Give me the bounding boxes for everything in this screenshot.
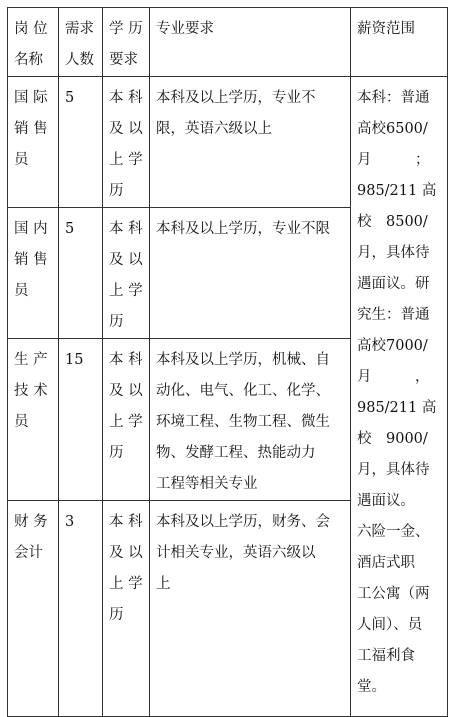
- education-line: 本 科: [109, 352, 143, 368]
- header-education-line: 要求: [109, 52, 138, 68]
- major-line: 本科及以上学历，机械、自: [156, 352, 330, 368]
- education-line: 及 以: [109, 383, 143, 399]
- salary-line: 校 8500/: [357, 214, 428, 230]
- major-requirement-cell: [150, 77, 351, 208]
- table-header-row: [8, 8, 448, 77]
- header-position-line: 岗 位: [14, 21, 48, 37]
- job-requirements-table: [7, 7, 448, 717]
- salary-line: 月，具体待: [357, 462, 430, 478]
- salary-line: 高校6500/: [357, 121, 428, 137]
- salary-line: 月 ，: [357, 369, 430, 385]
- position-name-line: 员: [14, 414, 29, 430]
- position-name-cell: [8, 501, 59, 717]
- position-name-line: 生 产: [14, 352, 48, 368]
- education-line: 上 学: [109, 283, 143, 299]
- salary-line: 高校7000/: [357, 338, 428, 354]
- education-cell: [103, 501, 150, 717]
- headcount-cell: [59, 339, 103, 501]
- salary-line: 遇面议。研: [357, 276, 430, 292]
- major-line: 本科及以上学历，财务、会: [156, 514, 330, 530]
- headcount-value: 15: [65, 352, 84, 368]
- header-education: [103, 8, 150, 77]
- salary-line: 六险一金、: [357, 524, 430, 540]
- salary-line: 月，具体待: [357, 245, 430, 261]
- header-position-line: 名称: [14, 52, 43, 68]
- salary-line: 堂。: [357, 679, 386, 695]
- education-line: 历: [109, 314, 124, 330]
- position-name-cell: [8, 208, 59, 339]
- salary-line: 985/211 高: [357, 183, 437, 199]
- salary-line: 校 9000/: [357, 431, 428, 447]
- headcount-cell: [59, 77, 103, 208]
- salary-line: 本科：普通: [357, 90, 430, 106]
- table-row: [8, 77, 448, 208]
- education-line: 上 学: [109, 152, 143, 168]
- major-requirement-cell: [150, 208, 351, 339]
- header-salary-range: [351, 8, 448, 77]
- major-requirement-cell: [150, 339, 351, 501]
- position-name-line: 会计: [14, 545, 43, 561]
- major-line: 本科及以上学历，专业不限: [156, 221, 330, 237]
- header-position-name: [8, 8, 59, 77]
- major-line: 动化、电气、化工、化学、: [156, 383, 330, 399]
- education-line: 本 科: [109, 514, 143, 530]
- education-line: 历: [109, 445, 124, 461]
- position-name-line: 员: [14, 283, 29, 299]
- salary-line: 985/211 高: [357, 400, 437, 416]
- major-line: 限，英语六级以上: [156, 121, 272, 137]
- header-headcount-line: 人数: [65, 52, 94, 68]
- education-cell: [103, 77, 150, 208]
- header-education-line: 学 历: [109, 21, 143, 37]
- header-major-text: 专业要求: [156, 21, 214, 37]
- education-line: 历: [109, 183, 124, 199]
- education-line: 及 以: [109, 545, 143, 561]
- education-cell: [103, 339, 150, 501]
- position-name-line: 员: [14, 152, 29, 168]
- salary-line: 月 ；: [357, 152, 430, 168]
- major-line: 工程等相关专业: [156, 476, 258, 492]
- header-headcount-line: 需求: [65, 21, 94, 37]
- salary-range-cell: [351, 77, 448, 717]
- major-line: 本科及以上学历，专业不: [156, 90, 316, 106]
- major-line: 计相关专业，英语六级以: [156, 545, 316, 561]
- major-line: 上: [156, 576, 171, 592]
- headcount-value: 5: [65, 221, 75, 237]
- salary-line: 人间）、员: [357, 617, 423, 633]
- position-name-cell: [8, 339, 59, 501]
- salary-line: 酒店式职: [357, 555, 415, 571]
- headcount-value: 3: [65, 514, 75, 530]
- salary-line: 工福利食: [357, 648, 415, 664]
- education-line: 上 学: [109, 576, 143, 592]
- position-name-line: 销 售: [14, 252, 48, 268]
- header-major-requirement: [150, 8, 351, 77]
- salary-line: 究生：普通: [357, 307, 430, 323]
- education-line: 本 科: [109, 221, 143, 237]
- headcount-cell: [59, 208, 103, 339]
- education-line: 上 学: [109, 414, 143, 430]
- headcount-value: 5: [65, 90, 75, 106]
- position-name-cell: [8, 77, 59, 208]
- position-name-line: 销 售: [14, 121, 48, 137]
- major-line: 物、发酵工程、热能动力: [156, 445, 316, 461]
- education-cell: [103, 208, 150, 339]
- education-line: 及 以: [109, 121, 143, 137]
- header-headcount: [59, 8, 103, 77]
- salary-line: 工公寓（两: [357, 586, 430, 602]
- major-requirement-cell: [150, 501, 351, 717]
- position-name-line: 国 际: [14, 90, 48, 106]
- major-line: 环境工程、生物工程、微生: [156, 414, 330, 430]
- header-salary-text: 薪资范围: [357, 21, 415, 37]
- position-name-line: 技 术: [14, 383, 48, 399]
- position-name-line: 财 务: [14, 514, 48, 530]
- headcount-cell: [59, 501, 103, 717]
- salary-line: 遇面议。: [357, 493, 415, 509]
- education-line: 及 以: [109, 252, 143, 268]
- position-name-line: 国 内: [14, 221, 48, 237]
- education-line: 历: [109, 607, 124, 623]
- education-line: 本 科: [109, 90, 143, 106]
